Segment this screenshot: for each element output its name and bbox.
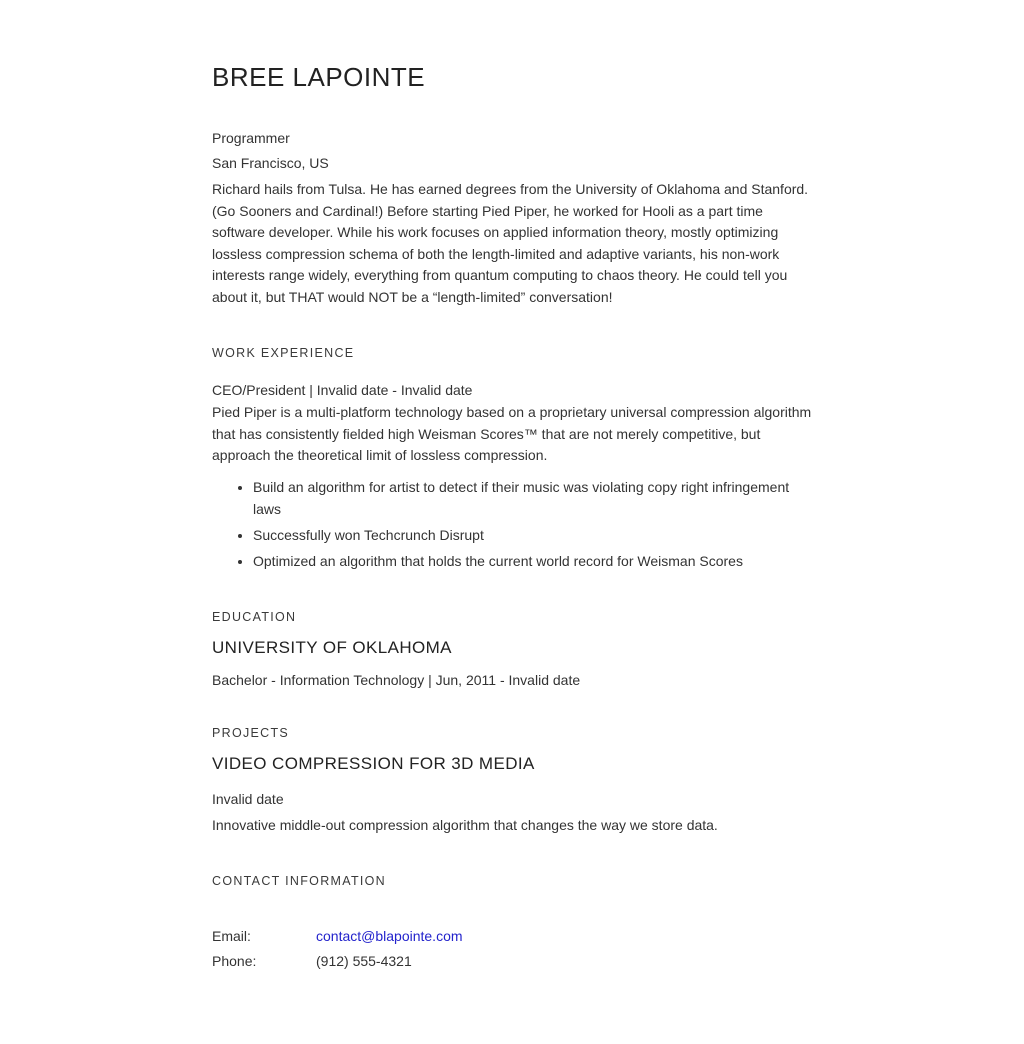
achievement-item: • Build an algorithm for artist to detect if their music was violating copy right infringement laws [253, 476, 812, 520]
degree-line: Bachelor - Information Technology | Jun, 2011 - Invalid date [212, 671, 581, 688]
job-description: Pied Piper is a multi-platform technology based on a proprietary universal compression algorithm that has consistently fielded high Weisman Scores™ that are not merely competitive, but approach the theoretical limit of lossless compression. [212, 404, 812, 463]
email-link[interactable]: contact@blapointe.com [316, 928, 463, 944]
summary-paragraph: Richard hails from Tulsa. He has earned degrees from the University of Oklahoma and Stanford. (Go Sooners and Cardinal!) Before starting Pied Piper, he worked for Hooli as a part time software developer. While his work focuses on applied information theory, mostly optimizing lossless compression schema of both the length-limited and adaptive variants, his non-work interests range widely, everything from quantum computing to chaos theory. He could tell you about it, but THAT would NOT be a “length-limited” conversation! [212, 181, 809, 305]
location: San Francisco, US [212, 155, 329, 171]
section-heading-work-experience: WORK EXPERIENCE [212, 346, 355, 360]
phone-value: (912) 555-4321 [316, 953, 412, 969]
resume-document [212, 0, 812, 1044]
job-role: Programmer [212, 130, 290, 146]
section-heading-contact: CONTACT INFORMATION [212, 874, 386, 888]
school-name: UNIVERSITY OF OKLAHOMA [212, 637, 452, 657]
section-heading-education: EDUCATION [212, 609, 297, 624]
contact-row-email [212, 924, 812, 949]
project-description: Innovative middle-out compression algorithm that changes the way we store data. [212, 816, 718, 833]
contact-block [212, 924, 812, 974]
achievement-item: • Optimized an algorithm that holds the current world record for Weisman Scores [253, 550, 812, 572]
email-label: Email: [212, 928, 251, 944]
resume-name: BREE LAPOINTE [212, 62, 426, 92]
achievement-list [212, 476, 812, 572]
phone-label: Phone: [212, 953, 257, 969]
contact-row-phone [212, 949, 812, 974]
achievement-item: • Successfully won Techcrunch Disrupt [253, 524, 812, 546]
project-date: Invalid date [212, 790, 284, 807]
project-title: VIDEO COMPRESSION FOR 3D MEDIA [212, 753, 535, 773]
section-heading-projects: PROJECTS [212, 725, 290, 740]
job-title-line: CEO/President | Invalid date - Invalid date [212, 382, 473, 398]
